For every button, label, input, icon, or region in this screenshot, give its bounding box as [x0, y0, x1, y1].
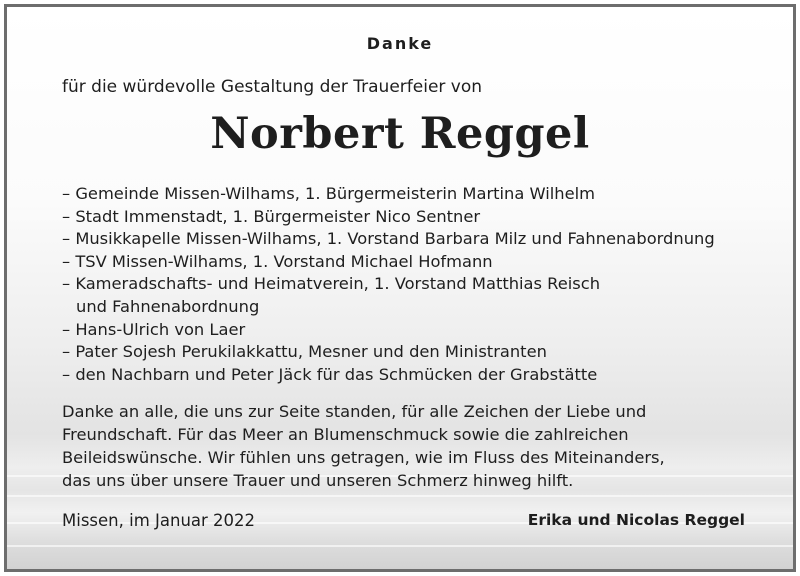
list-item: – den Nachbarn und Peter Jäck für das Schmücken der Grabstätte: [62, 364, 598, 384]
list-item: – Kameradschafts- und Heimatverein, 1. Vorstand Matthias Reisch: [62, 274, 601, 294]
list-item: – Pater Sojesh Perukilakkattu, Mesner und den Ministranten: [62, 342, 547, 362]
paragraph-line: das uns über unsere Trauer und unseren Schmerz hinweg hilft.: [62, 471, 574, 490]
list-item: – Musikkapelle Missen-Wilhams, 1. Vorstand Barbara Milz und Fahnenabordnung: [62, 229, 715, 249]
deceased-name: Norbert Reggel: [210, 109, 590, 159]
list-item: – Gemeinde Missen-Wilhams, 1. Bürgermeisterin Martina Wilhelm: [62, 184, 596, 203]
place-date: Missen, im Januar 2022: [62, 511, 256, 530]
thanks-paragraph: [62, 400, 742, 492]
list-item: – Stadt Immenstadt, 1. Bürgermeister Nico Sentner: [62, 206, 481, 226]
notice-title: Danke: [366, 34, 434, 53]
list-item: – Hans-Ulrich von Laer: [62, 319, 246, 339]
paragraph-line: Danke an alle, die uns zur Seite standen, für alle Zeichen der Liebe und: [62, 402, 647, 421]
thanks-list: [62, 183, 715, 386]
background-wave: [7, 545, 793, 547]
list-item-continuation: und Fahnenabordnung: [76, 296, 260, 316]
obituary-notice: [4, 4, 796, 572]
paragraph-line: Beileidswünsche. Wir fühlen uns getragen, wie im Fluss des Miteinanders,: [62, 448, 665, 467]
background-wave: [7, 495, 793, 497]
paragraph-line: Freundschaft. Für das Meer an Blumenschmuck sowie die zahlreichen: [62, 425, 629, 444]
signature: Erika und Nicolas Reggel: [527, 511, 745, 529]
intro-text: für die würdevolle Gestaltung der Trauerfeier von: [62, 77, 483, 97]
list-item: – TSV Missen-Wilhams, 1. Vorstand Michael Hofmann: [62, 251, 493, 271]
